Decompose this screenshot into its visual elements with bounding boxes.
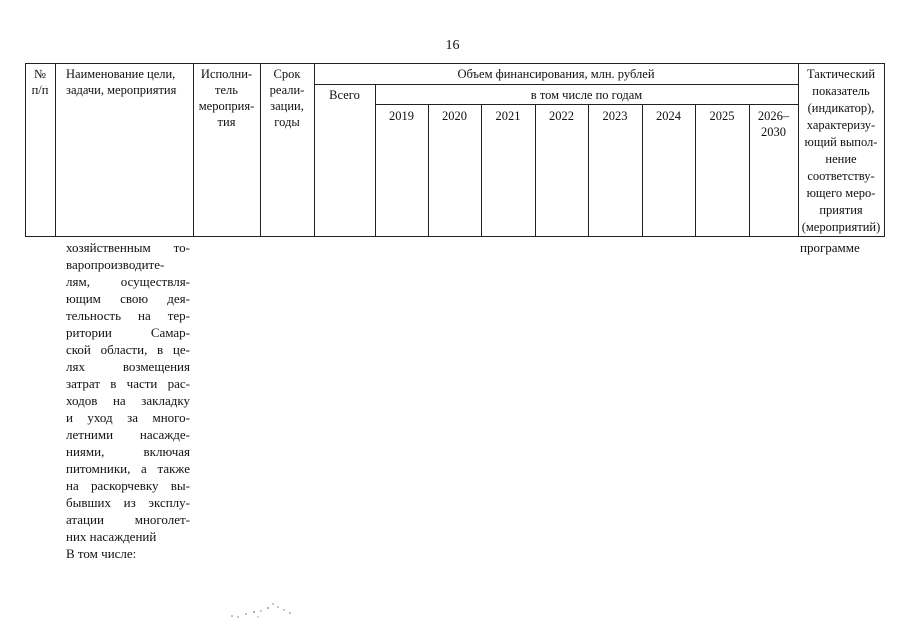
header-year-2022: 2022 <box>549 109 574 123</box>
border-right <box>884 63 885 237</box>
description-line: ниями, включая <box>66 444 190 459</box>
header-executor: Исполни- тель мероприя- тия <box>198 67 255 129</box>
description-line: варопроизводите- <box>66 257 165 272</box>
measure-description <box>66 239 190 562</box>
description-line: тельность на тер- <box>66 308 190 323</box>
header-number: № п/п <box>31 67 49 97</box>
header-by-year: в том числе по годам <box>530 88 643 102</box>
description-line: хозяйственным то- <box>66 240 190 255</box>
header-name: Наименование цели, задачи, мероприятия <box>66 67 177 97</box>
page-number: 16 <box>445 38 460 53</box>
description-line: бывших из эксплу- <box>66 495 190 510</box>
header-year-2019: 2019 <box>389 109 414 123</box>
description-line: питомники, а также <box>66 461 190 476</box>
by-year-underline <box>375 104 798 105</box>
description-line: ской области, в це- <box>66 342 190 357</box>
funding-header-underline <box>314 84 798 85</box>
header-total: Всего <box>329 88 360 102</box>
description-line: них насаждений <box>66 529 157 544</box>
description-line: затрат в части рас- <box>66 376 190 391</box>
including-label: В том числе: <box>66 546 137 561</box>
header-year-2024: 2024 <box>656 109 681 123</box>
border-total-years <box>375 84 376 237</box>
description-line: лях возмещения <box>66 359 190 374</box>
header-year-2021: 2021 <box>495 109 521 123</box>
header-funding: Объем финансирования, млн. рублей <box>457 67 655 81</box>
description-line: и уход за много- <box>66 410 190 425</box>
description-line: на раскорчевку вы- <box>66 478 190 493</box>
description-line: ющим свою дея- <box>66 291 190 306</box>
header-year-2023: 2023 <box>602 109 628 123</box>
table-top-border <box>25 63 884 64</box>
header-year-2026-2030: 2026– 2030 <box>757 109 790 139</box>
description-line: атации многолет- <box>66 512 190 527</box>
description-line: ходов на закладку <box>66 393 190 408</box>
description-line: летними насажде- <box>66 427 190 442</box>
table-bottom-border <box>25 236 884 237</box>
header-year-2020: 2020 <box>442 109 467 123</box>
scan-smudge <box>228 600 298 622</box>
description-line: ритории Самар- <box>66 325 190 340</box>
description-line: лям, осуществля- <box>66 274 190 289</box>
header-year-2025: 2025 <box>709 109 735 123</box>
indicator-continuation: программе <box>800 240 860 255</box>
header-term: Срок реали- зации, годы <box>269 67 305 129</box>
header-indicator: Тактический показатель (индикатор), характеризу- ющий выпол- нение соответству- ющего меро- приятия (мероприятий) <box>801 67 881 234</box>
border-num-name <box>55 63 56 237</box>
